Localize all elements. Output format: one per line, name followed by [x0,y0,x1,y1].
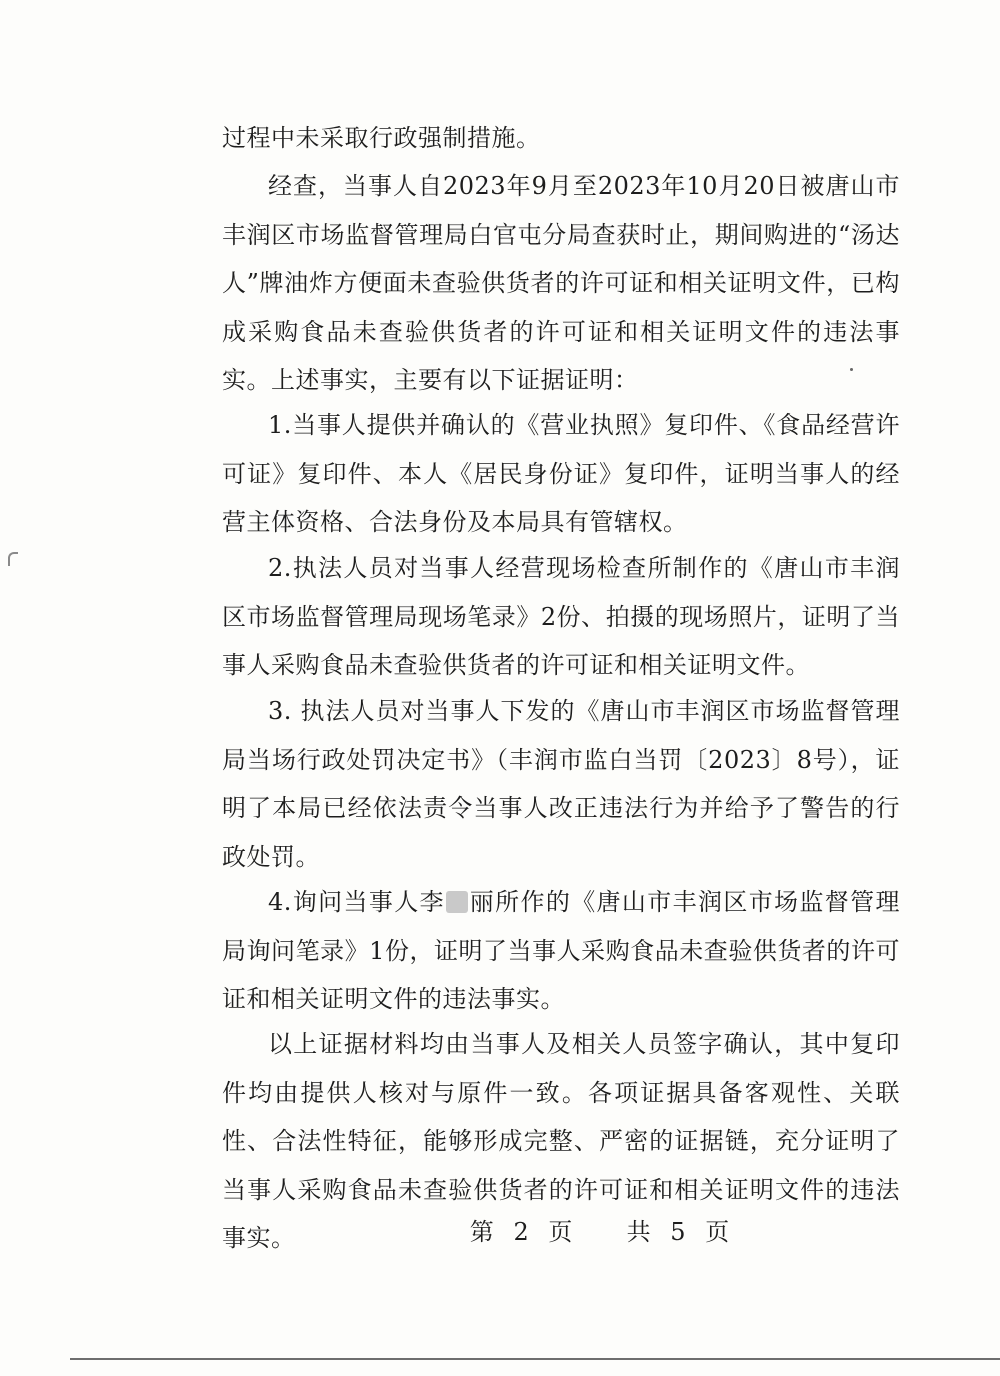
paragraph-evidence-1: 1.当事人提供并确认的《营业执照》复印件、《食品经营许可证》复印件、本人《居民身份证》复印件，证明当事人的经营主体资格、合法身份及本局具有管辖权。 [222,411,900,536]
total-prefix: 共 [626,1218,652,1246]
page-unit: 页 [548,1218,574,1246]
redacted-name-block [446,891,468,913]
evidence-4-text-before: 4.询问当事人李 [268,888,445,916]
paragraph-evidence-2: 2.执法人员对当事人经营现场检查所制作的《唐山市丰润区市场监督管理局现场笔录》2份、拍摄的现场照片，证明了当事人采购食品未查验供货者的许可证和相关证明文件。 [222,554,900,679]
scan-artifact-mark [8,552,18,566]
paragraph-conclusion: 以上证据材料均由当事人及相关人员签字确认，其中复印件均由提供人核对与原件一致。各项证据具备客观性、关联性、合法性特征，能够形成完整、严密的证据链，充分证明了当事人采购食品未查验供货者的许可证和相关证明文件的违法事实。 [222,1030,900,1252]
page-prefix: 第 [469,1218,495,1246]
evidence-4-text-after: 丽所作的《唐山市丰润区市场监督管理局询问笔录》1份，证明了当事人采购食品未查验供货者的许可证和相关证明文件的违法事实。 [222,888,900,1013]
page-total: 5 [670,1218,687,1246]
paragraph-continuation: 过程中未采取行政强制措施。 [222,124,541,152]
scan-artifact-speck [850,368,853,371]
paragraph-findings: 经查，当事人自2023年9月至2023年10月20日被唐山市丰润区市场监督管理局白官屯分局查获时止，期间购进的“汤达人”牌油炸方便面未查验供货者的许可证和相关证明文件，已构成采购食品未查验供货者的许可证和相关证明文件的违法事实。上述事实，主要有以下证据证明： [222,172,900,394]
scan-edge-line [70,1358,1000,1360]
total-unit: 页 [705,1218,731,1246]
paragraph-evidence-3: 3. 执法人员对当事人下发的《唐山市丰润区市场监督管理局当场行政处罚决定书》（丰润市监白当罚〔2023〕8号），证明了本局已经依法责令当事人改正违法行为并给予了警告的行政处罚。 [222,697,900,871]
paragraph-evidence-4 [222,878,900,1024]
page-current: 2 [513,1218,530,1246]
page-number-footer [100,1212,1000,1247]
